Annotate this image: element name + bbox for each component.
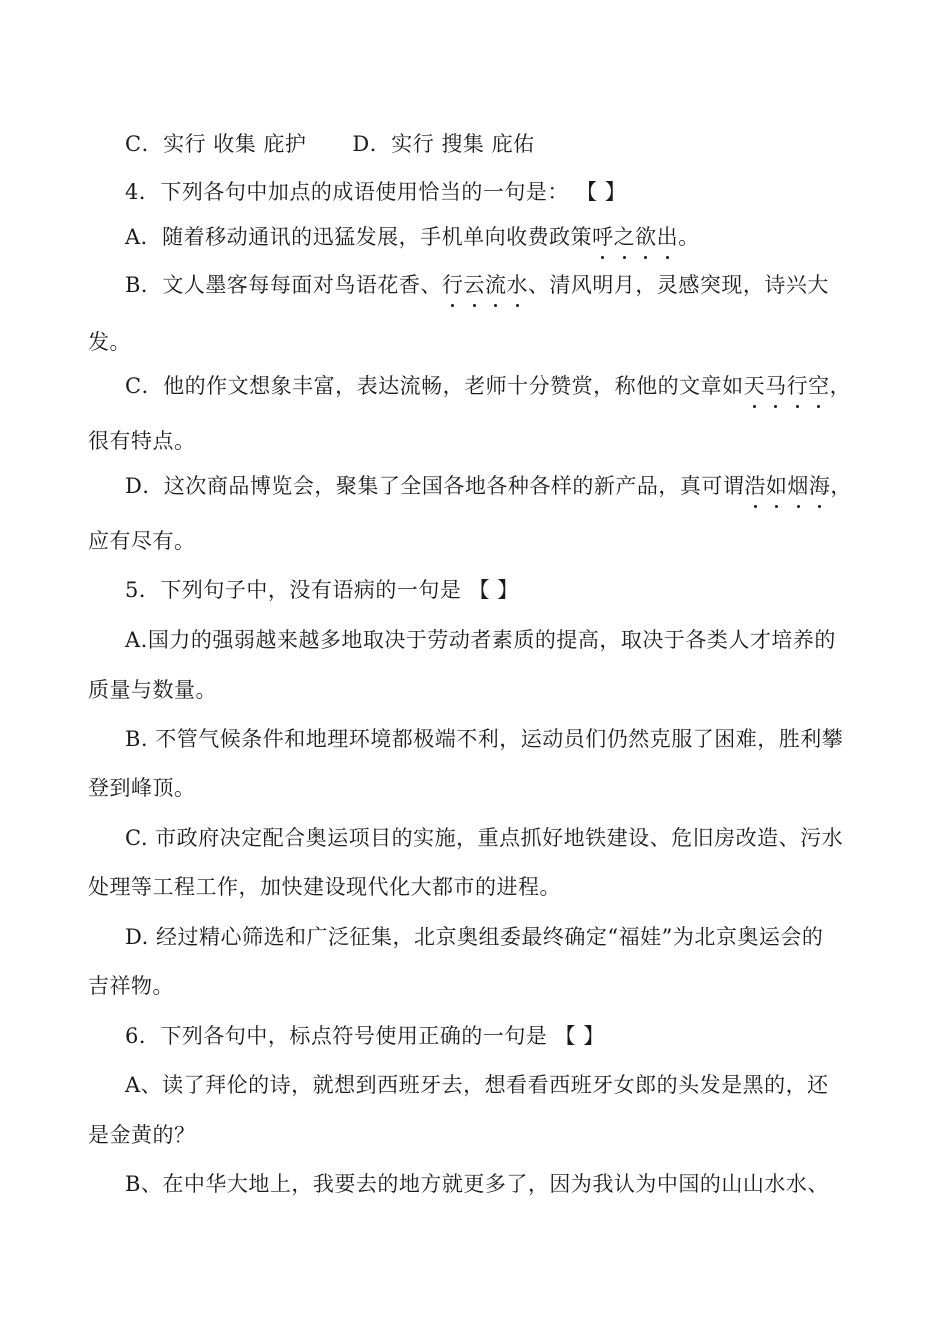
q4-option-c bbox=[125, 371, 851, 401]
emphasis-dot bbox=[516, 304, 519, 307]
emphasized-char: 海 bbox=[809, 471, 831, 501]
q5-option-a-line1: A.国力的强弱越来越多地取决于劳动者素质的提高，取决于各类人才培养的 bbox=[125, 628, 836, 652]
emphasized-char: 浩 bbox=[744, 471, 766, 501]
q4-option-d-suffix: ， bbox=[830, 474, 852, 498]
q4-option-a-idiom bbox=[592, 225, 678, 249]
q6-option-a-line2: 是金黄的？ bbox=[88, 1123, 196, 1147]
q5-option-d-line2: 吉祥物。 bbox=[88, 974, 174, 998]
q4-stem: 4．下列各句中加点的成语使用恰当的一句是： 【 】 bbox=[125, 180, 627, 204]
emphasized-char: 欲 bbox=[635, 222, 657, 252]
emphasis-dot bbox=[623, 256, 626, 259]
q6-stem: 6．下列各句中，标点符号使用正确的一句是 【 】 bbox=[125, 1024, 605, 1048]
q5-option-b-line2: 登到峰顶。 bbox=[88, 776, 196, 800]
emphasis-dot bbox=[774, 405, 777, 408]
emphasized-char: 如 bbox=[766, 471, 788, 501]
emphasized-char: 行 bbox=[442, 270, 464, 300]
emphasis-dot bbox=[473, 304, 476, 307]
q4-option-c-idiom bbox=[744, 374, 830, 398]
q4-option-b-idiom bbox=[442, 273, 528, 297]
emphasis-dot bbox=[818, 505, 821, 508]
emphasis-dot bbox=[601, 256, 604, 259]
q4-option-c-suffix: ， bbox=[829, 374, 852, 398]
emphasis-dot bbox=[817, 405, 820, 408]
emphasized-char: 行 bbox=[787, 371, 809, 401]
emphasis-dot bbox=[775, 505, 778, 508]
emphasis-dot bbox=[753, 405, 756, 408]
q5-option-a-line2: 质量与数量。 bbox=[88, 678, 217, 702]
q4-option-a bbox=[125, 222, 700, 252]
emphasized-char: 之 bbox=[614, 222, 636, 252]
q4-option-b-suffix: 、清风明月，灵感突现，诗兴大 bbox=[527, 273, 829, 297]
q4-option-d-idiom bbox=[744, 474, 830, 498]
emphasized-char: 出 bbox=[657, 222, 679, 252]
q4-option-a-suffix: 。 bbox=[678, 225, 700, 249]
emphasis-dot bbox=[666, 256, 669, 259]
emphasized-char: 流 bbox=[485, 270, 507, 300]
q4-option-c-cont: 很有特点。 bbox=[88, 429, 196, 453]
q5-option-b-line1: B. 不管气候条件和地理环境都极端不利，运动员们仍然克服了困难，胜利攀 bbox=[125, 727, 844, 751]
q5-option-d-line1: D. 经过精心筛选和广泛征集，北京奥组委最终确定“福娃”为北京奥运会的 bbox=[125, 925, 824, 949]
emphasized-char: 呼 bbox=[592, 222, 614, 252]
q4-option-d-prefix: D．这次商品博览会，聚集了全国各地各种各样的新产品，真可谓 bbox=[125, 474, 745, 498]
emphasized-char: 天 bbox=[744, 371, 766, 401]
q4-option-d bbox=[125, 471, 852, 501]
emphasized-char: 烟 bbox=[787, 471, 809, 501]
emphasized-char: 云 bbox=[463, 270, 485, 300]
emphasis-dot bbox=[796, 405, 799, 408]
q4-option-b-prefix: B．文人墨客每每面对鸟语花香、 bbox=[125, 273, 442, 297]
q4-option-c-prefix: C．他的作文想象丰富，表达流畅，老师十分赞赏，称他的文章如 bbox=[125, 374, 744, 398]
emphasized-char: 马 bbox=[765, 371, 787, 401]
q6-option-b-line1: B、在中华大地上，我要去的地方就更多了，因为我认为中国的山山水水、 bbox=[125, 1172, 829, 1196]
q4-option-a-prefix: A．随着移动通讯的迅猛发展，手机单向收费政策 bbox=[125, 225, 593, 249]
q4-option-b bbox=[125, 270, 829, 300]
q3-option-c: C．实行 收集 庇护 bbox=[125, 132, 307, 156]
q6-option-a-line1: A、读了拜伦的诗，就想到西班牙去，想看看西班牙女郎的头发是黑的，还 bbox=[125, 1073, 829, 1097]
emphasized-char: 空 bbox=[808, 371, 830, 401]
emphasis-dot bbox=[797, 505, 800, 508]
q5-option-c-line1: C. 市政府决定配合奥运项目的实施，重点抓好地铁建设、危旧房改造、污水 bbox=[125, 826, 844, 850]
q5-option-c-line2: 处理等工程工作，加快建设现代化大都市的进程。 bbox=[88, 875, 561, 899]
emphasis-dot bbox=[494, 304, 497, 307]
q3-options-row bbox=[125, 129, 535, 159]
emphasis-dot bbox=[644, 256, 647, 259]
q4-option-b-cont: 发。 bbox=[88, 330, 131, 354]
q5-stem: 5．下列句子中，没有语病的一句是 【 】 bbox=[125, 578, 519, 602]
emphasis-dot bbox=[754, 505, 757, 508]
emphasized-char: 水 bbox=[506, 270, 528, 300]
q3-option-d: D．实行 搜集 庇佑 bbox=[352, 132, 535, 156]
emphasis-dot bbox=[451, 304, 454, 307]
q4-option-d-cont: 应有尽有。 bbox=[88, 529, 196, 553]
